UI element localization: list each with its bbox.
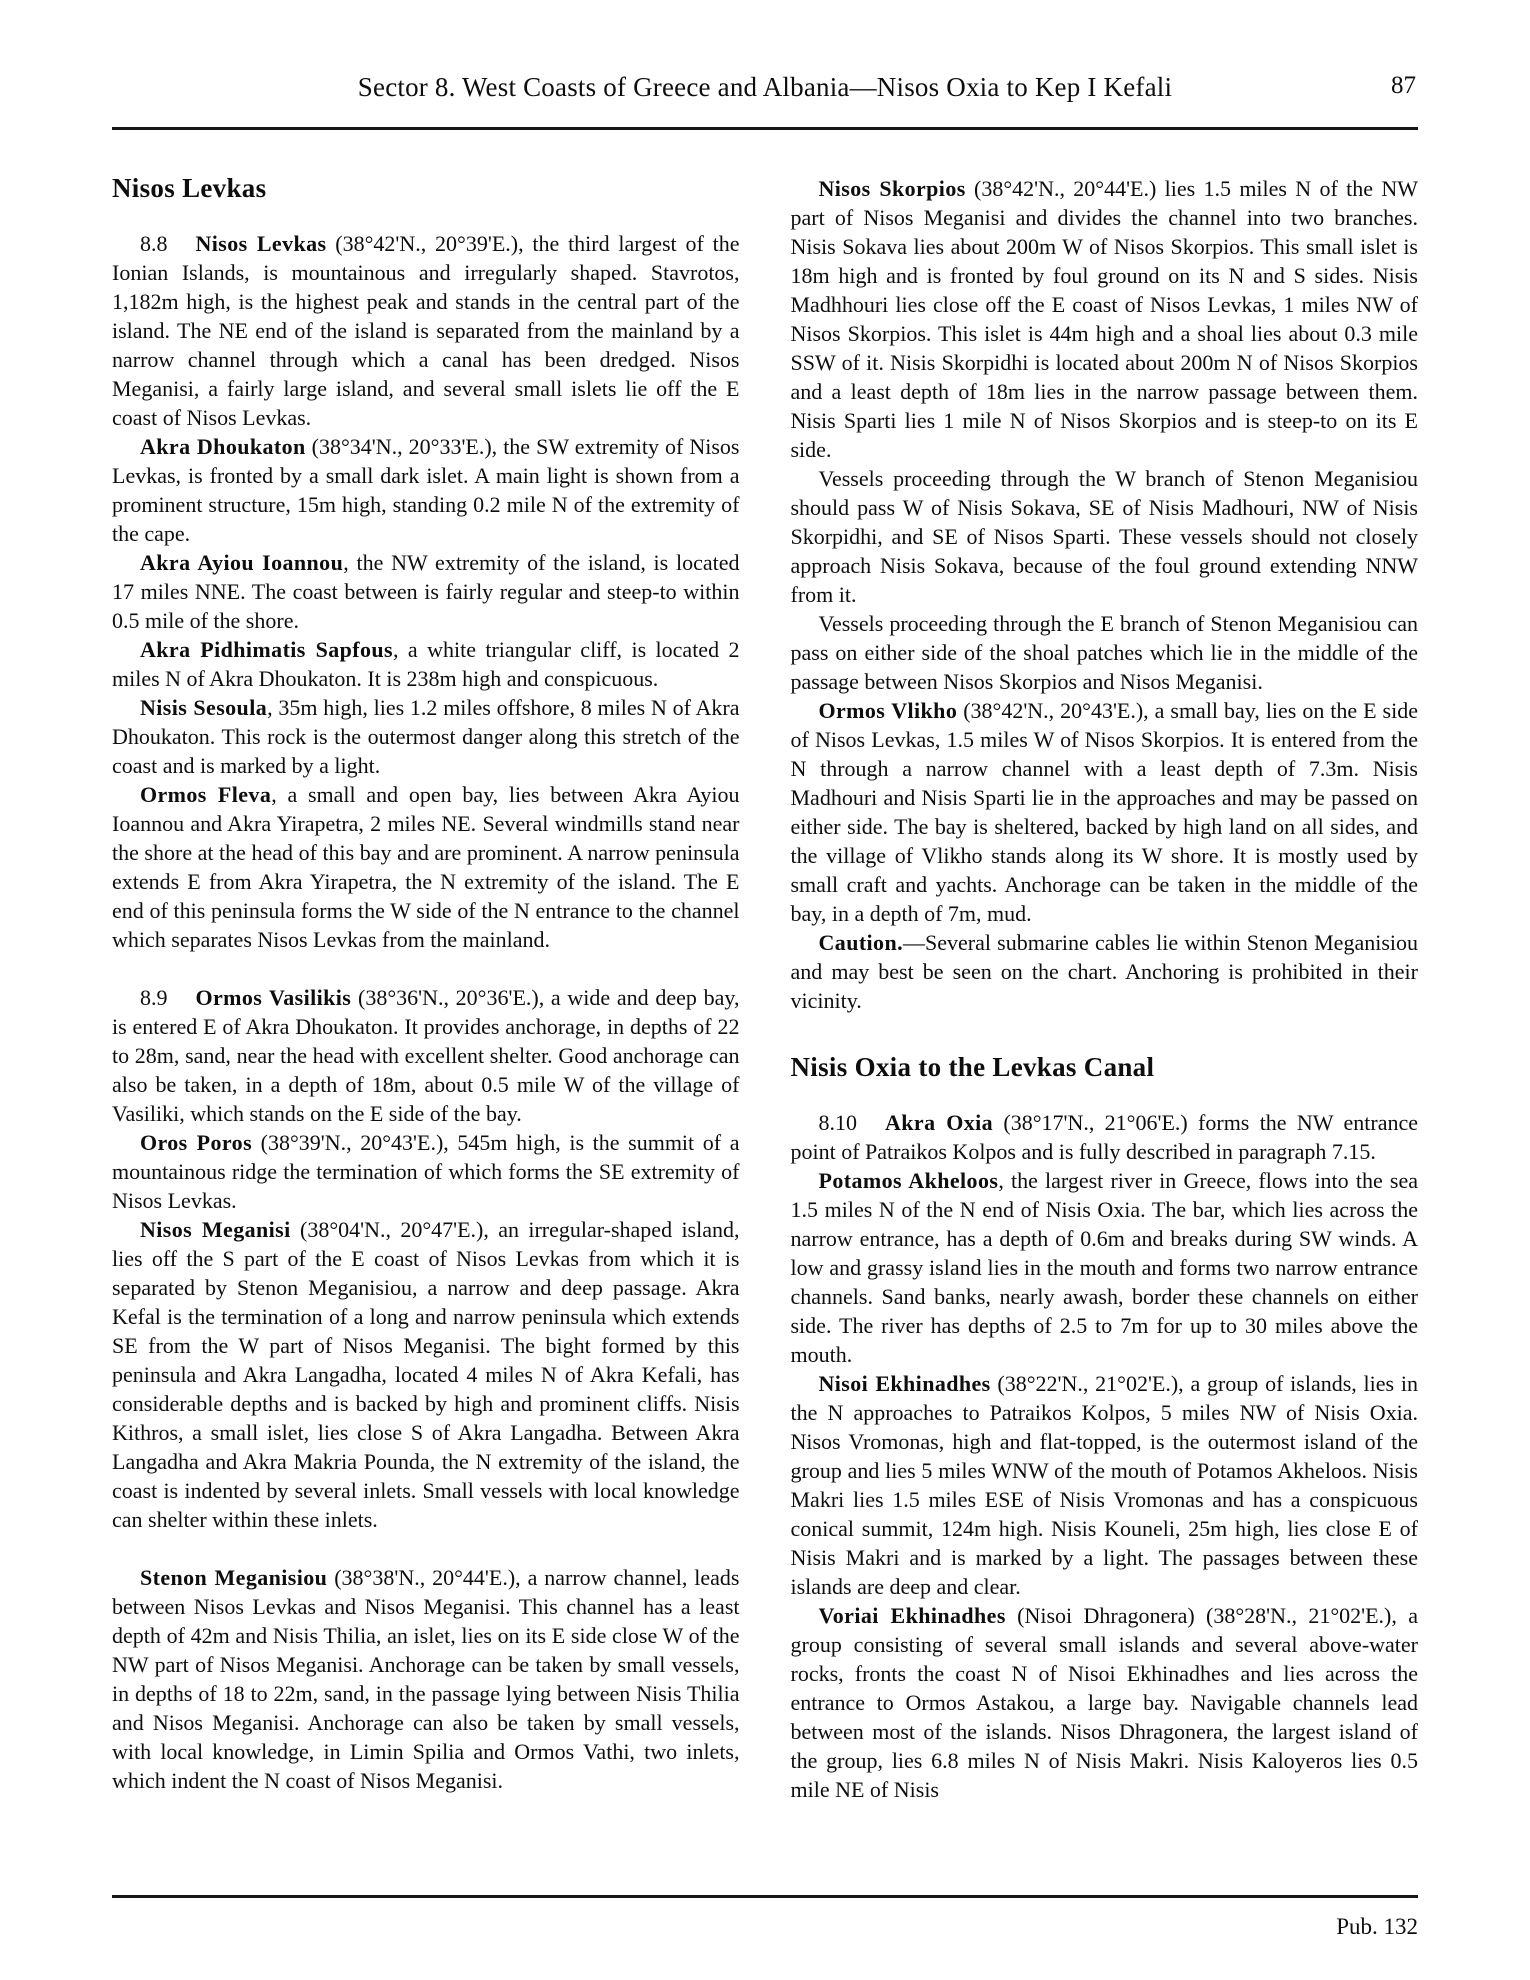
paragraph-lead: Nisos Skorpios: [818, 176, 966, 201]
column-right: [791, 174, 1419, 1804]
paragraph: Ormos Vlikho (38°42'N., 20°43'E.), a small bay, lies on the E side of Nisos Levkas, 1.5 miles W of Nisos Skorpios. It is entered from the N through a narrow channel with a least depth of 7.3m. Nisis Madhouri and Nisis Sparti lie in the approaches and may be passed on either side. The bay is sheltered, backed by high land on all sides, and the village of Vlikho stands along its W shore. It is mostly used by small craft and yachts. Anchorage can be taken in the middle of the bay, in a depth of 7m, mud.: [790, 698, 1418, 926]
paragraph-number: 8.10: [818, 1110, 857, 1135]
paragraph-lead: Nisos Levkas: [195, 231, 327, 256]
paragraph: Stenon Meganisiou (38°38'N., 20°44'E.), a narrow channel, leads between Nisos Levkas and Nisos Meganisi. This channel has a least depth of 42m and Nisis Thilia, an islet, lies on its E side close W of the NW part of Nisos Meganisi. Anchorage can be taken by small vessels, in depths of 18 to 22m, sand, in the passage lying between Nisis Thilia and Nisos Meganisi. Anchorage can also be taken by small vessels, with local knowledge, in Limin Spilia and Ormos Vathi, two inlets, which indent the N coast of Nisos Meganisi.: [112, 1565, 740, 1793]
paragraph: Nisos Skorpios (38°42'N., 20°44'E.) lies 1.5 miles N of the NW part of Nisos Meganisi and divides the channel into two branches. Nisis Sokava lies about 200m W of Nisos Skorpios. This small islet is 18m high and is fronted by foul ground on its N and S sides. Nisis Madhhouri lies close off the E coast of Nisos Levkas, 1 miles NW of Nisos Skorpios. This islet is 44m high and a shoal lies about 0.3 mile SSW of it. Nisis Skorpidhi is located about 200m N of Nisos Skorpios and a least depth of 18m lies in the narrow passage between them. Nisis Sparti lies 1 mile N of Nisos Skorpios and is steep-to on its E side.: [790, 176, 1418, 462]
publication-label: Pub. 132: [1336, 1914, 1418, 1939]
paragraph-lead: Voriai Ekhinadhes: [818, 1603, 1006, 1628]
paragraph: Potamos Akheloos, the largest river in Greece, flows into the sea 1.5 miles N of the N end of Nisis Oxia. The bar, which lies across the narrow entrance, has a depth of 0.6m and breaks during SW winds. A low and grassy island lies in the mouth and forms two narrow entrance channels. Sand banks, nearly awash, border these channels on either side. The river has depths of 2.5 to 7m for up to 30 miles above the mouth.: [790, 1168, 1418, 1367]
paragraph: 8.8 Nisos Levkas (38°42'N., 20°39'E.), the third largest of the Ionian Islands, is mountainous and irregularly shaped. Stavrotos, 1,182m high, is the highest peak and stands in the central part of the island. The NE end of the island is separated from the mainland by a narrow channel through which a canal has been dredged. Nisos Meganisi, a fairly large island, and several small islets lie off the E coast of Nisos Levkas.: [112, 231, 740, 430]
page-number: 87: [1391, 72, 1416, 99]
paragraph-lead: Ormos Fleva: [140, 782, 272, 807]
paragraph: 8.10 Akra Oxia (38°17'N., 21°06'E.) forms the NW entrance point of Patraikos Kolpos and is fully described in paragraph 7.15.: [790, 1110, 1418, 1164]
paragraph: Nisos Meganisi (38°04'N., 20°47'E.), an irregular-shaped island, lies off the S part of the E coast of Nisos Levkas from which it is separated by Stenon Meganisiou, a narrow and deep passage. Akra Kefal is the termination of a long and narrow peninsula which extends SE from the W part of Nisos Meganisi. The bight formed by this peninsula and Akra Langadha, located 4 miles N of Akra Kefali, has considerable depths and is backed by high and prominent cliffs. Nisis Kithros, a small islet, lies close S of Akra Langadha. Between Akra Langadha and Akra Makria Pounda, the N extremity of the island, the coast is indented by several inlets. Small vessels with local knowledge can shelter within these inlets.: [112, 1217, 740, 1532]
paragraph: Voriai Ekhinadhes (Nisoi Dhragonera) (38°28'N., 21°02'E.), a group consisting of several small islands and several above-water rocks, fronts the coast N of Nisoi Ekhinadhes and lies across the entrance to Ormos Astakou, a large bay. Navigable channels lead between most of the islands. Nisos Dhragonera, the largest island of the group, lies 6.8 miles N of Nisis Makri. Nisis Kaloyeros lies 0.5 mile NE of Nisis: [790, 1603, 1418, 1802]
paragraph-lead: Akra Ayiou Ioannou: [140, 550, 344, 575]
paragraph: Akra Pidhimatis Sapfous, a white triangular cliff, is located 2 miles N of Akra Dhoukaton. It is 238m high and conspicuous.: [112, 637, 740, 691]
paragraph-lead: Akra Oxia: [885, 1110, 994, 1135]
paragraph-lead: Oros Poros: [140, 1130, 253, 1155]
paragraph: Oros Poros (38°39'N., 20°43'E.), 545m high, is the summit of a mountainous ridge the termination of which forms the SE extremity of Nisos Levkas.: [112, 1130, 740, 1213]
paragraph-lead: Nisis Sesoula: [140, 695, 268, 720]
paragraph-lead: Akra Dhoukaton: [140, 434, 306, 459]
paragraph-number: 8.8: [140, 231, 168, 256]
paragraph-lead: Nisos Meganisi: [140, 1217, 291, 1242]
paragraph-lead: Nisoi Ekhinadhes: [818, 1371, 991, 1396]
header-title: Sector 8. West Coasts of Greece and Albania—Nisos Oxia to Kep I Kefali: [357, 72, 1173, 102]
section-heading: Nisis Oxia to the Levkas Canal: [790, 1052, 1155, 1082]
paragraph: Vessels proceeding through the E branch of Stenon Meganisiou can pass on either side of the shoal patches which lie in the middle of the passage between Nisos Skorpios and Nisos Meganisi.: [790, 611, 1418, 694]
paragraph: Caution.—Several submarine cables lie within Stenon Meganisiou and may best be seen on the chart. Anchoring is prohibited in their vicinity.: [790, 930, 1418, 1013]
paragraph-lead: Stenon Meganisiou: [140, 1565, 328, 1590]
paragraph: Nisoi Ekhinadhes (38°22'N., 21°02'E.), a group of islands, lies in the N approaches to Patraikos Kolpos, 5 miles NW of Nisis Oxia. Nisos Vromonas, high and flat-topped, is the outermost island of the group and lies 5 miles WNW of the mouth of Potamos Akheloos. Nisis Makri lies 1.5 miles ESE of Nisis Vromonas and has a conspicuous conical summit, 124m high. Nisis Kouneli, 25m high, lies close E of Nisis Makri and is marked by a light. The passages between these islands are deep and clear.: [790, 1371, 1418, 1599]
column-left: [112, 174, 740, 1795]
page-header: [112, 0, 1418, 130]
section-heading: Nisos Levkas: [112, 173, 267, 203]
page-footer: [112, 1895, 1418, 1940]
paragraph: 8.9 Ormos Vasilikis (38°36'N., 20°36'E.), a wide and deep bay, is entered E of Akra Dhoukaton. It provides anchorage, in depths of 22 to 28m, sand, near the head with excellent shelter. Good anchorage can also be taken, in a depth of 18m, about 0.5 mile W of the village of Vasiliki, which stands on the E side of the bay.: [112, 985, 740, 1126]
paragraph-lead: Ormos Vlikho: [818, 698, 958, 723]
paragraph: Akra Ayiou Ioannou, the NW extremity of the island, is located 17 miles NNE. The coast between is fairly regular and steep-to within 0.5 mile of the shore.: [112, 550, 740, 633]
paragraph: Ormos Fleva, a small and open bay, lies between Akra Ayiou Ioannou and Akra Yirapetra, 2 miles NE. Several windmills stand near the shore at the head of this bay and are prominent. A narrow peninsula extends E from Akra Yirapetra, the N extremity of the island. The E end of this peninsula forms the W side of the N entrance to the channel which separates Nisos Levkas from the mainland.: [112, 782, 740, 952]
paragraph-lead: Potamos Akheloos: [818, 1168, 999, 1193]
paragraph-lead: Ormos Vasilikis: [195, 985, 352, 1010]
paragraph: Akra Dhoukaton (38°34'N., 20°33'E.), the SW extremity of Nisos Levkas, is fronted by a small dark islet. A main light is shown from a prominent structure, 15m high, standing 0.2 mile N of the extremity of the cape.: [112, 434, 740, 546]
page-content: [112, 130, 1418, 1895]
paragraph-lead: Akra Pidhimatis Sapfous: [140, 637, 393, 662]
paragraph-number: 8.9: [140, 985, 168, 1010]
paragraph-lead: Caution.: [818, 930, 903, 955]
paragraph: Vessels proceeding through the W branch of Stenon Meganisiou should pass W of Nisis Sokava, SE of Nisis Madhouri, NW of Nisis Skorpidhi, and SE of Nisos Sparti. These vessels should not closely approach Nisis Sokava, because of the foul ground extending NNW from it.: [790, 466, 1418, 607]
paragraph: Nisis Sesoula, 35m high, lies 1.2 miles offshore, 8 miles N of Akra Dhoukaton. This rock is the outermost danger along this stretch of the coast and is marked by a light.: [112, 695, 740, 778]
